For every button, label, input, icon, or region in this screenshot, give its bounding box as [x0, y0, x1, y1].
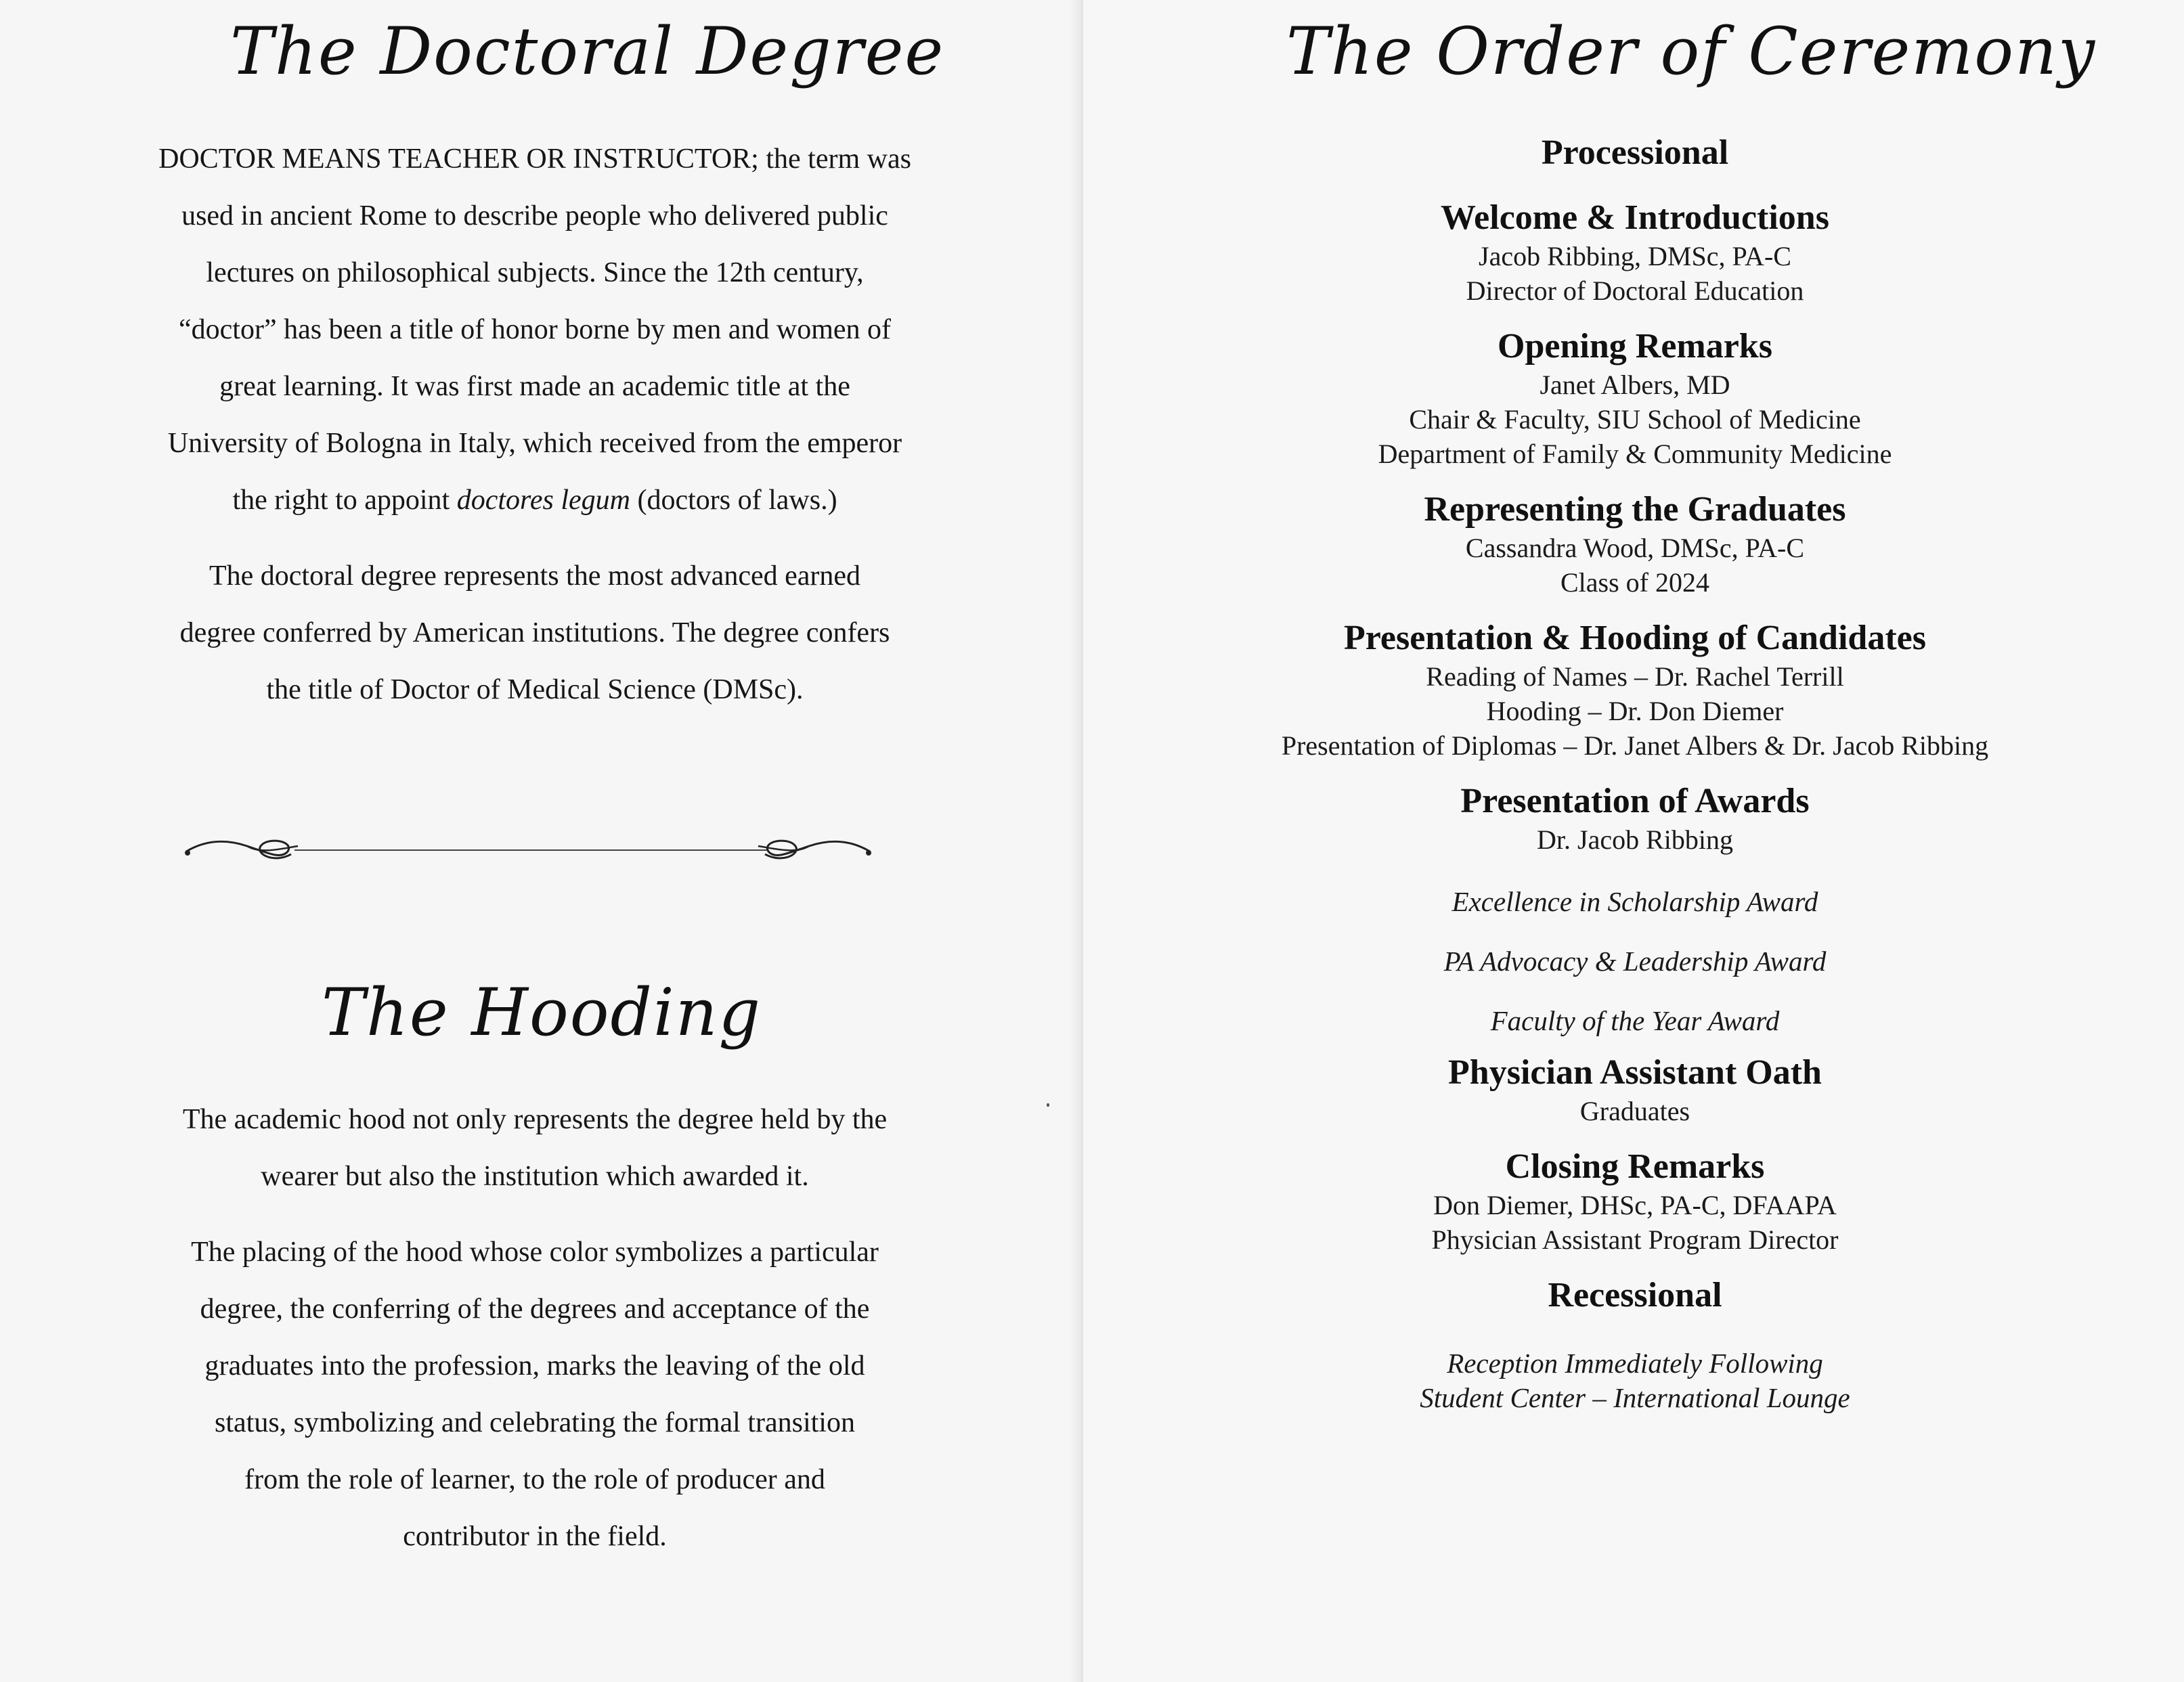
- award-name: PA Advocacy & Leadership Award: [1443, 946, 1827, 977]
- order-of-ceremony-title: The Order of Ceremony: [1286, 14, 2097, 89]
- section-heading: Opening Remarks: [1498, 327, 1772, 366]
- speaker-name: Don Diemer, DHSc, PA-C, DFAAPA: [1433, 1190, 1837, 1220]
- speaker-name: Dr. Jacob Ribbing: [1537, 824, 1733, 855]
- section-heading: Physician Assistant Oath: [1448, 1053, 1822, 1092]
- text-line: lectures on philosophical subjects. Since the 12th century,: [206, 257, 864, 288]
- text-line: (doctors of laws.): [630, 485, 837, 516]
- speaker-title: Chair & Faculty, SIU School of Medicine: [1409, 404, 1861, 435]
- speaker-department: Department of Family & Community Medicine: [1378, 439, 1892, 469]
- speaker-name: Jacob Ribbing, DMSc, PA-C: [1479, 241, 1791, 271]
- closing-remarks-section: [1097, 1146, 2173, 1257]
- award-name: Faculty of the Year Award: [1490, 1005, 1780, 1036]
- text-line: wearer but also the institution which awarded it.: [261, 1161, 809, 1192]
- paper-speck: [1047, 1103, 1049, 1107]
- section-heading: Presentation & Hooding of Candidates: [1344, 619, 1926, 657]
- text-line: contributor in the field.: [403, 1521, 667, 1552]
- text-line: “doctor” has been a title of honor borne by men and women of: [179, 314, 891, 345]
- reception-note: [1097, 1346, 2173, 1415]
- section-heading: Welcome & Introductions: [1441, 198, 1829, 237]
- text-line: graduates into the profession, marks the leaving of the old: [204, 1350, 865, 1381]
- hooding-title: The Hooding: [322, 975, 762, 1050]
- reception-line: Reception Immediately Following: [1447, 1348, 1823, 1379]
- welcome-section: [1097, 197, 2173, 308]
- flourish-divider: [179, 819, 877, 873]
- hooding-paragraph-2: [88, 1224, 982, 1565]
- awards-section: [1097, 780, 2173, 1037]
- text-line: The doctoral degree represents the most advanced earned: [209, 560, 861, 592]
- latin-term: doctores legum: [456, 485, 630, 516]
- text-line: The academic hood not only represents the degree held by the: [182, 1104, 888, 1135]
- doctoral-degree-title: The Doctoral Degree: [230, 14, 945, 89]
- program-line: Hooding – Dr. Don Diemer: [1486, 696, 1784, 726]
- text-line: the right to appoint: [232, 485, 457, 516]
- text-line: status, symbolizing and celebrating the formal transition: [215, 1407, 855, 1438]
- text-line: degree conferred by American institutions. The degree confers: [179, 617, 890, 648]
- section-heading: Presentation of Awards: [1460, 782, 1810, 820]
- text-line: from the role of learner, to the role of producer and: [244, 1464, 825, 1495]
- processional-section: [1097, 132, 2173, 174]
- presentation-hooding-section: [1097, 617, 2173, 763]
- text-line: great learning. It was first made an academic title at the: [219, 371, 850, 402]
- text-line: The placing of the hood whose color symbolizes a particular: [191, 1237, 879, 1268]
- speaker-name: Janet Albers, MD: [1539, 370, 1730, 400]
- program-line: Reading of Names – Dr. Rachel Terrill: [1426, 661, 1844, 692]
- doctoral-paragraph-1: [88, 131, 982, 529]
- section-heading: Recessional: [1548, 1276, 1722, 1314]
- text-line: used in ancient Rome to describe people who delivered public: [181, 200, 888, 231]
- section-heading: Processional: [1541, 133, 1729, 172]
- representing-graduates-section: [1097, 489, 2173, 600]
- text-line: University of Bologna in Italy, which received from the emperor: [167, 428, 902, 459]
- order-of-ceremony: [1097, 132, 2173, 1415]
- pa-oath-section: [1097, 1052, 2173, 1128]
- participants: Graduates: [1579, 1096, 1690, 1126]
- reception-location: Student Center – International Lounge: [1420, 1382, 1850, 1413]
- recessional-section: [1097, 1275, 2173, 1316]
- speaker-title: Physician Assistant Program Director: [1431, 1224, 1839, 1255]
- hooding-text: [88, 1091, 982, 1584]
- award-name: Excellence in Scholarship Award: [1451, 886, 1818, 917]
- hooding-paragraph-1: [88, 1091, 982, 1205]
- opening-remarks-section: [1097, 326, 2173, 471]
- speaker-name: Cassandra Wood, DMSc, PA-C: [1465, 533, 1805, 563]
- doctoral-degree-text: [88, 131, 982, 737]
- program-line: Presentation of Diplomas – Dr. Janet Albers & Dr. Jacob Ribbing: [1281, 730, 1989, 761]
- speaker-title: Director of Doctoral Education: [1466, 275, 1804, 306]
- section-heading: Representing the Graduates: [1424, 490, 1846, 529]
- doctoral-paragraph-2: [88, 548, 982, 718]
- text-line: DOCTOR MEANS TEACHER OR INSTRUCTOR; the term was: [158, 143, 911, 175]
- speaker-class: Class of 2024: [1560, 567, 1709, 598]
- text-line: the title of Doctor of Medical Science (DMSc).: [266, 674, 804, 705]
- left-page: [0, 0, 1083, 1682]
- text-line: degree, the conferring of the degrees and acceptance of the: [200, 1293, 870, 1325]
- section-heading: Closing Remarks: [1505, 1147, 1765, 1186]
